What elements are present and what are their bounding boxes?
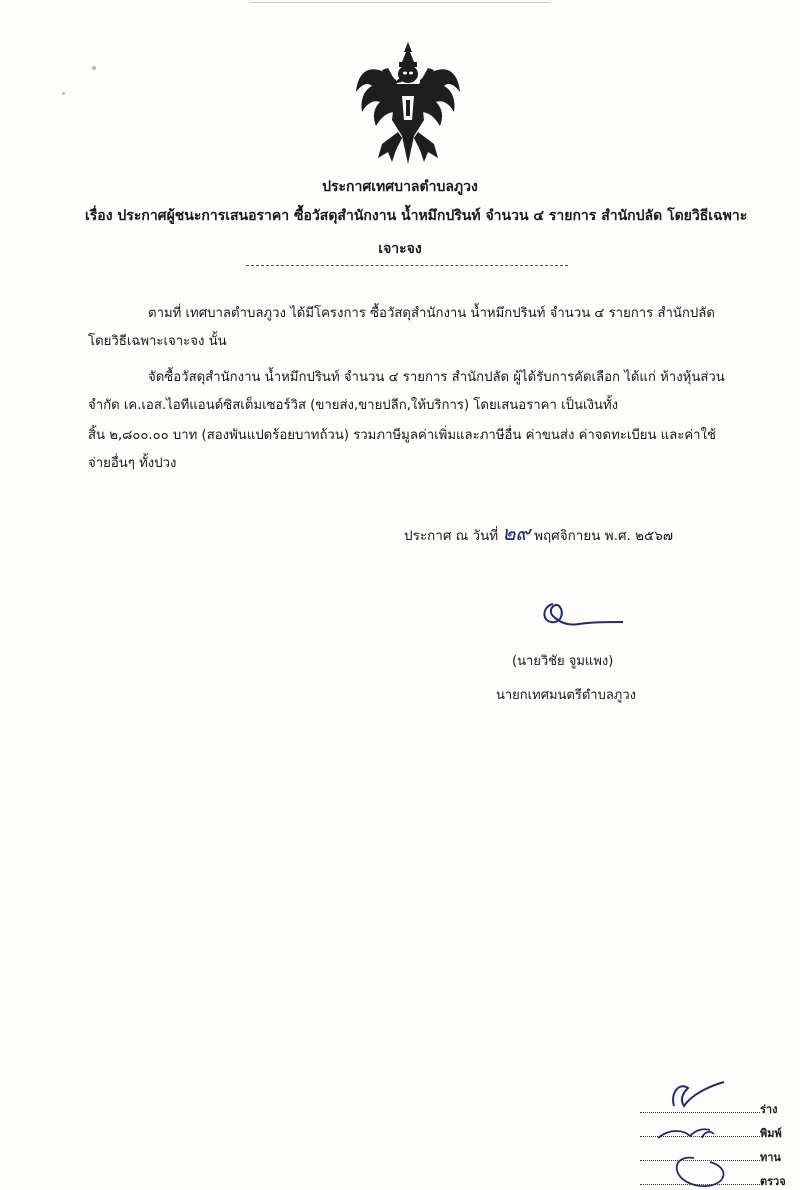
paragraph1-line1: ตามที่ เทศบาลตำบลภูวง ได้มีโครงการ ซื้อวัสดุสำนักงาน น้ำหมึกปรินท์ จำนวน ๔ รายการ สำนักปลัด: [148, 306, 715, 321]
announcement-date: [404, 517, 673, 549]
routing-check-label: ตรวจ: [760, 1175, 786, 1188]
paragraph2-line4: จ่ายอื่นๆ ทั้งปวง: [88, 456, 177, 471]
paragraph1-line2: โดยวิธีเฉพาะเจาะจง นั้น: [88, 334, 227, 349]
routing-dots: [640, 1136, 760, 1137]
garuda-emblem-icon: [352, 40, 464, 166]
signature-icon: [535, 596, 625, 636]
paragraph2-line2: จำกัด เค.เอส.ไอทีแอนด์ซิสเต็มเซอร์วิส (ขายส่ง,ขายปลีก,ให้บริการ) โดยเสนอราคา เป็นเงินทั้ง: [88, 398, 619, 413]
routing-draft-row: [640, 1100, 790, 1118]
routing-dots: [640, 1184, 760, 1185]
routing-print-label: พิมพ์: [760, 1127, 782, 1140]
date-prefix: ประกาศ ณ วันที่: [404, 528, 499, 544]
subject-line-1: เรื่อง ประกาศผู้ชนะการเสนอราคา ซื้อวัสดุสำนักงาน น้ำหมึกปรินท์ จำนวน ๔ รายการ สำนักปลัด โดยวิธีเฉพาะ: [85, 208, 748, 224]
subject-line-2: เจาะจง: [378, 241, 422, 257]
signer-name: (นายวิชัย จูมแพง): [512, 654, 614, 669]
scan-speck: [92, 66, 96, 70]
handwritten-day: ๒๙: [502, 521, 531, 545]
signer-position: นายกเทศมนตรีตำบลภูวง: [496, 688, 636, 703]
routing-print-row: [640, 1124, 790, 1142]
separator-line: [246, 265, 568, 266]
scan-speck: [62, 92, 65, 95]
date-suffix: พฤศจิกายน พ.ศ. ๒๕๖๗: [534, 528, 673, 544]
paragraph2-line3: สิ้น ๒,๘๐๐.๐๐ บาท (สองพันแปดร้อยบาทถ้วน) รวมภาษีมูลค่าเพิ่มและภาษีอื่น ค่าขนส่ง ค่าจดทะเบียน และค่าใช้: [88, 428, 716, 443]
routing-review-row: [640, 1148, 790, 1166]
top-edge-line: [250, 2, 550, 3]
paragraph2-line1: จัดซื้อวัสดุสำนักงาน น้ำหมึกปรินท์ จำนวน ๔ รายการ สำนักปลัด ผู้ได้รับการคัดเลือก ได้แก่ ห้างหุ้นส่วน: [148, 370, 725, 385]
routing-review-label: ทาน: [760, 1151, 781, 1164]
routing-dots: [640, 1160, 760, 1161]
routing-check-row: [640, 1172, 790, 1190]
routing-dots: [640, 1112, 760, 1113]
organization-title: ประกาศเทศบาลตำบลภูวง: [322, 179, 478, 195]
routing-draft-label: ร่าง: [760, 1103, 778, 1116]
